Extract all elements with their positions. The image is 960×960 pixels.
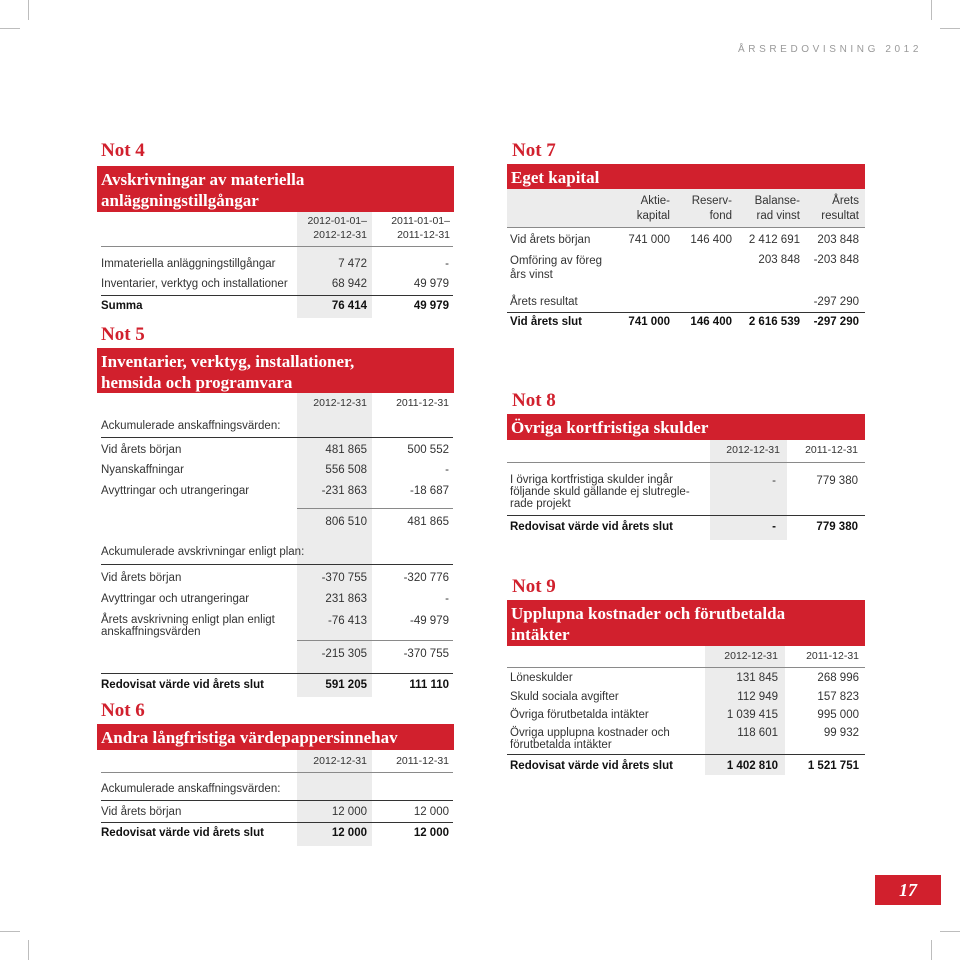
not6-title-band (97, 724, 454, 750)
total-value: 779 380 (816, 521, 858, 533)
crop-mark (940, 931, 960, 932)
not9-title-band (507, 600, 865, 646)
total-value: -297 290 (813, 316, 859, 328)
not8-label: Not 8 (512, 390, 556, 411)
not8-col1-header: 2012-12-31 (726, 444, 780, 456)
not9-title-line1: Upplupna kostnader och förutbetalda (511, 604, 786, 623)
not5-col1-header: 2012-12-31 (313, 397, 367, 409)
subtotal-value: -370 755 (403, 648, 449, 660)
divider (101, 437, 453, 438)
crop-mark (940, 28, 960, 29)
table-row-label: Vid årets början (101, 806, 182, 818)
crop-mark (28, 940, 29, 960)
not7-title: Eget kapital (511, 168, 600, 187)
not4-col1-header: 2012-01-01– 2012-12-31 (307, 215, 367, 241)
sum-value: 76 414 (331, 300, 367, 312)
subtotal-value: 481 865 (407, 516, 449, 528)
sum-value: 49 979 (413, 300, 449, 312)
table-cell: -76 413 (327, 615, 367, 627)
table-cell: 268 996 (817, 672, 859, 684)
total-label: Redovisat värde vid årets slut (101, 827, 264, 839)
table-cell: -297 290 (813, 296, 859, 308)
not8-title-band (507, 414, 865, 440)
table-cell: - (772, 475, 776, 487)
table-row-label: Årets resultat (510, 296, 578, 308)
table-row-label: I övriga kortfristiga skulder ingår följande skuld gällande ej slutregle- rade projekt (510, 474, 690, 510)
not5-col2-header: 2011-12-31 (396, 397, 449, 409)
subtotal-value: 806 510 (325, 516, 367, 528)
running-header: ÅRSREDOVISNING 2012 (738, 44, 922, 55)
divider (101, 246, 453, 247)
table-row-label: Övriga upplupna kostnader och förutbetalda intäkter (510, 727, 670, 751)
not6-col1-header: 2012-12-31 (313, 755, 367, 767)
divider (507, 667, 865, 668)
total-value: 111 110 (409, 679, 449, 691)
table-cell: 203 848 (758, 254, 800, 266)
table-cell: -320 776 (403, 572, 449, 584)
divider (297, 640, 453, 641)
divider (101, 564, 453, 565)
table-row-label: Nyanskaffningar (101, 464, 184, 476)
total-value: 1 402 810 (726, 760, 778, 772)
page-number: 17 (875, 875, 941, 905)
table-row-label: Avyttringar och utrangeringar (101, 593, 250, 605)
table-cell: 995 000 (817, 709, 859, 721)
not7-title-band (507, 164, 865, 189)
table-cell: 231 863 (325, 593, 367, 605)
crop-mark (0, 28, 20, 29)
table-cell: 1 039 415 (726, 709, 778, 721)
total-value: 741 000 (628, 316, 670, 328)
table-row-label: Inventarier, verktyg och installationer (101, 278, 288, 290)
total-label: Redovisat värde vid årets slut (510, 760, 673, 772)
not5-title-band (97, 348, 454, 393)
not9-label: Not 9 (512, 576, 556, 597)
not4-title-line1: Avskrivningar av materiella (101, 170, 305, 189)
table-cell: 146 400 (690, 234, 732, 246)
table-cell: 2 412 691 (748, 234, 800, 246)
not7-col-header: Årets resultat (821, 195, 859, 222)
table-cell: 556 508 (325, 464, 367, 476)
table-cell: 203 848 (817, 234, 859, 246)
table-cell: -203 848 (813, 254, 859, 266)
not5-label: Not 5 (101, 324, 145, 345)
divider (101, 800, 453, 801)
table-cell: 481 865 (325, 444, 367, 456)
not4-title-band (97, 166, 454, 212)
not7-col-header: Reserv- fond (691, 195, 732, 222)
not5-title-line1: Inventarier, verktyg, installationer, (101, 352, 355, 371)
not9-col2-header: 2011-12-31 (806, 650, 859, 662)
section-heading: Ackumulerade anskaffningsvärden: (101, 783, 281, 795)
sum-label: Summa (101, 300, 143, 312)
divider (101, 772, 453, 773)
table-row-label: Årets avskrivning enligt plan enligt anskaffningsvärden (101, 614, 275, 638)
divider (507, 754, 865, 755)
not7-col-header: Aktie- kapital (636, 195, 670, 222)
table-row-label: Skuld sociala avgifter (510, 691, 619, 703)
table-row-label: Övriga förutbetalda intäkter (510, 709, 649, 721)
divider (507, 227, 865, 228)
divider (297, 508, 453, 509)
table-cell: 500 552 (407, 444, 449, 456)
table-cell: - (445, 464, 449, 476)
crop-mark (0, 931, 20, 932)
total-value: - (772, 521, 776, 533)
divider (507, 462, 865, 463)
table-row-label: Löneskulder (510, 672, 573, 684)
table-row-label: Vid årets början (101, 572, 182, 584)
total-value: 2 616 539 (748, 316, 800, 328)
table-cell: -49 979 (409, 615, 449, 627)
table-cell: 49 979 (413, 278, 449, 290)
crop-mark (931, 940, 932, 960)
crop-mark (28, 0, 29, 20)
not9-title-line2: intäkter (511, 625, 570, 644)
not4-title-line2: anläggningstillgångar (101, 191, 259, 210)
table-cell: -231 863 (321, 485, 367, 497)
divider (507, 312, 865, 313)
table-cell: 157 823 (817, 691, 859, 703)
not7-label: Not 7 (512, 140, 556, 161)
table-cell: 131 845 (736, 672, 778, 684)
total-value: 591 205 (325, 679, 367, 691)
divider (507, 515, 865, 516)
divider (101, 822, 453, 823)
total-label: Redovisat värde vid årets slut (510, 521, 673, 533)
table-cell: 68 942 (331, 278, 367, 290)
not8-col2-header: 2011-12-31 (805, 444, 858, 456)
divider (101, 295, 453, 296)
total-value: 12 000 (331, 827, 367, 839)
subtotal-value: -215 305 (321, 648, 367, 660)
section-heading: Ackumulerade anskaffningsvärden: (101, 420, 281, 432)
table-row-label: Omföring av föreg års vinst (510, 255, 603, 281)
table-row-label: Vid årets början (510, 234, 591, 246)
total-label: Redovisat värde vid årets slut (101, 679, 264, 691)
table-cell: -18 687 (409, 485, 449, 497)
not9-col1-header: 2012-12-31 (724, 650, 778, 662)
table-cell: 779 380 (816, 475, 858, 487)
table-row-label: Avyttringar och utrangeringar (101, 485, 250, 497)
table-cell: 112 949 (737, 691, 778, 703)
table-row-label: Vid årets början (101, 444, 182, 456)
table-cell: - (445, 258, 449, 270)
total-value: 1 521 751 (807, 760, 859, 772)
not6-title: Andra långfristiga värdepappersinnehav (101, 728, 398, 747)
crop-mark (931, 0, 932, 20)
table-cell: 7 472 (338, 258, 367, 270)
not7-col-header: Balanse- rad vinst (754, 195, 800, 222)
total-label: Vid årets slut (510, 316, 583, 328)
total-value: 12 000 (413, 827, 449, 839)
not6-col2-header: 2011-12-31 (396, 755, 449, 767)
table-cell: 12 000 (413, 806, 449, 818)
table-cell: -370 755 (321, 572, 367, 584)
table-cell: 12 000 (331, 806, 367, 818)
total-value: 146 400 (690, 316, 732, 328)
not4-col2-header: 2011-01-01– 2011-12-31 (391, 215, 450, 241)
table-cell: - (445, 593, 449, 605)
not6-label: Not 6 (101, 700, 145, 721)
not8-title: Övriga kortfristiga skulder (511, 418, 709, 437)
table-cell: 99 932 (823, 727, 859, 739)
divider (101, 673, 453, 674)
table-cell: 118 601 (737, 727, 778, 739)
not5-title-line2: hemsida och programvara (101, 373, 293, 392)
table-row-label: Immateriella anläggningstillgångar (101, 258, 276, 270)
section-heading: Ackumulerade avskrivningar enligt plan: (101, 546, 305, 558)
not4-label: Not 4 (101, 140, 145, 161)
table-cell: 741 000 (628, 234, 670, 246)
